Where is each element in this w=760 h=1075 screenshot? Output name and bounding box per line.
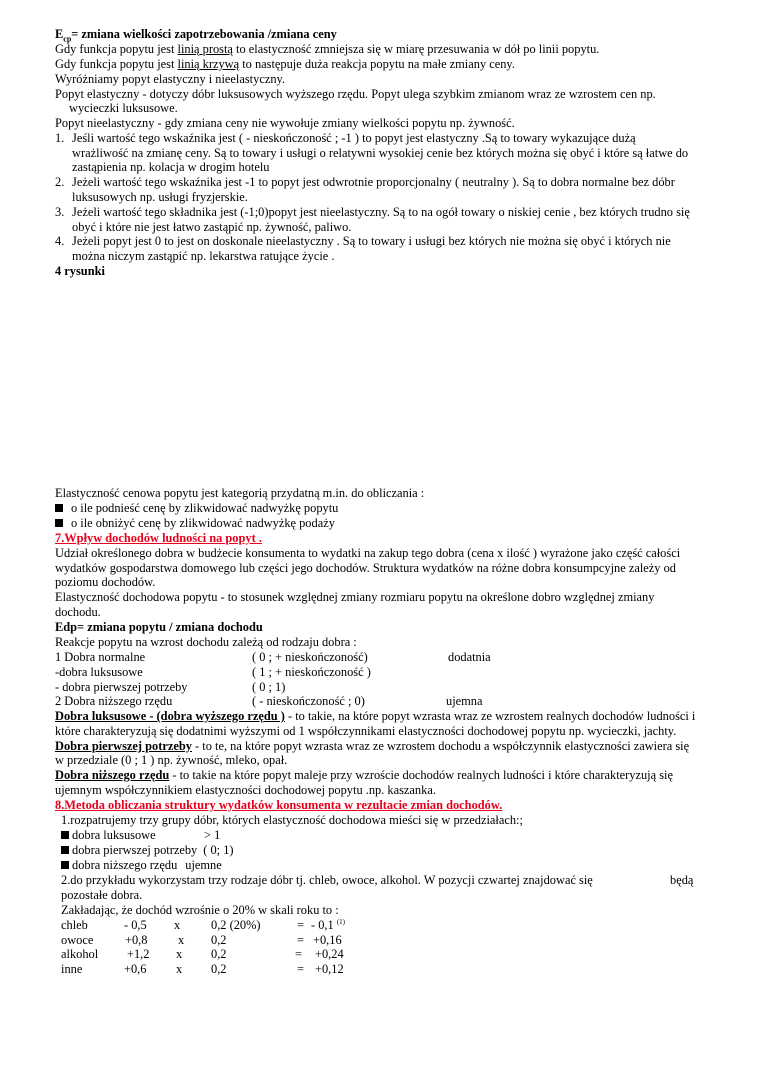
goods-sign: dodatnia [448, 650, 491, 664]
calc-income-change: 0,2 (20%) [211, 918, 261, 932]
bullet-item: dobra niższego rzędu ujemne [61, 858, 222, 873]
list-item-num: 4. [55, 234, 65, 248]
list-item-line: Jeśli wartość tego wskaźnika jest ( - nieskończoność ; -1 ) to popyt jest elastyczny .Są to towary wykazujące dużą [72, 131, 636, 145]
calc-equals: = [297, 918, 304, 932]
paragraph-curve-line: Gdy funkcja popytu jest linią krzywą to następuje duża reakcja popytu na małe zmiany ceny. [55, 57, 515, 71]
method-assumption: Zakładając, że dochód wzrośnie o 20% w skali roku to : [61, 903, 339, 917]
list-item-num: 3. [55, 205, 65, 219]
section-heading-8: 8.Metoda obliczania struktury wydatków konsumenta w rezultacie zmian dochodów. [55, 798, 503, 812]
method-step-2-l1: 2.do przykładu wykorzystam trzy rodzaje dóbr tj. chleb, owoce, alkohol. W pozycji czwartej znajdować się [61, 873, 593, 887]
goods-range: ( 1 ; + nieskończoność ) [252, 665, 371, 679]
square-bullet-icon [55, 504, 63, 512]
goods-sign: ujemna [446, 694, 483, 708]
method-step-2-tail: będą [670, 873, 694, 887]
list-item-line: wrażliwość na zmianę ceny. Są to towary i usługi o relatywni wysokiej cenie bez których można się obyć i które są łatwe do [72, 146, 689, 160]
calc-result: - 0,1 $^{(1)}$ [311, 917, 345, 932]
calc-times: x [176, 947, 183, 961]
goods-range: ( 0 ; 1) [252, 680, 286, 694]
goods-range: ( 0 ; + nieskończoność) [252, 650, 368, 664]
calc-times: x [176, 962, 183, 976]
list-item-line: obyć i które nie jest łatwo zastąpić np. żywność, paliwo. [72, 220, 352, 234]
calc-good: chleb [61, 918, 88, 932]
calc-equals: = [297, 962, 304, 976]
goods-type: 2 Dobra niższego rzędu [55, 694, 173, 708]
paragraph-elastic-l1: Popyt elastyczny - dotyczy dóbr luksusowych wyższego rzędu. Popyt ulega szybkim zmianom wraz ze wzrostem cen np. [55, 87, 656, 101]
list-item-line: zastąpienia np. kolacja w drogim hotelu [72, 160, 270, 174]
calc-result: +0,16 [313, 933, 342, 947]
calc-income-change: 0,2 [211, 947, 227, 961]
paragraph-income-elasticity-l2: dochodu. [55, 605, 101, 619]
definition-luxury-l1: Dobra luksusowe - (dobra wyższego rzędu ) - to takie, na które popyt wzrasta wraz ze wzrostem realnych dochodów ludności i [55, 709, 696, 723]
paragraph-budget-l2: wydatków gospodarstwa domowego lub części jego dochodów. Struktura wydatków na różne dobra konsumpcyjne zależy od [55, 561, 676, 575]
section-heading-7: 7.Wpływ dochodów ludności na popyt . [55, 531, 262, 545]
paragraph-budget-l1: Udział określonego dobra w budżecie konsumenta to wydatki na zakup tego dobra (cena x ilość ) wyrażone jako część całości [55, 546, 681, 560]
paragraph-straight-line: Gdy funkcja popytu jest linią prostą to elastyczność zmniejsza się w miarę przesuwania w dół po linii popytu. [55, 42, 600, 56]
goods-type: 1 Dobra normalne [55, 650, 146, 664]
bullet-value: > 1 [204, 828, 221, 842]
definition-necessity-l2: w przedziale (0 ; 1 ) np. żywność, mleko, opał. [55, 753, 288, 767]
list-item-line: Jeżeli wartość tego składnika jest (-1;0)popyt jest nieelastyczny. Są to na ogół towary o niskiej cenie , bez których trudno się [72, 205, 690, 219]
bullet-item: dobra luksusowe [61, 828, 156, 843]
method-step-1: 1.rozpatrujemy trzy grupy dóbr, których elastyczność dochodowa mieści się w przedziałach:; [61, 813, 523, 827]
method-step-2-l2: pozostałe dobra. [61, 888, 143, 902]
goods-type: - dobra pierwszej potrzeby [55, 680, 188, 694]
bullet-item: dobra pierwszej potrzeby ( 0; 1) [61, 843, 234, 858]
calc-income-change: 0,2 [211, 962, 227, 976]
figures-placeholder-label: 4 rysunki [55, 264, 105, 278]
list-item-line: luksusowych np. usługi fryzjerskie. [72, 190, 248, 204]
calc-elasticity: +1,2 [127, 947, 150, 961]
paragraph-inelastic: Popyt nieelastyczny - gdy zmiana ceny nie wywołuje zmiany wielkości popytu np. żywność. [55, 116, 515, 130]
calc-elasticity: +0,6 [124, 962, 147, 976]
definition-luxury-l2: które charakteryzują się dodatnimi wyższymi od 1 współczynnikami elastyczności dochodowej popytu np. wycieczki, jachty. [55, 724, 677, 738]
goods-range: ( - nieskończoność ; 0) [252, 694, 365, 708]
calc-equals: = [297, 933, 304, 947]
goods-type: -dobra luksusowe [55, 665, 143, 679]
list-item-num: 2. [55, 175, 65, 189]
formula-income-elasticity: Edp= zmiana popytu / zmiana dochodu [55, 620, 263, 634]
calc-income-change: 0,2 [211, 933, 227, 947]
square-bullet-icon [55, 519, 63, 527]
calc-result: +0,12 [315, 962, 344, 976]
list-item-line: Jeżeli popyt jest 0 to jest on doskonale nieelastyczny . Są to towary i usługi bez których nie można się obyć i których nie [72, 234, 671, 248]
bullet-item: o ile podnieść cenę by zlikwidować nadwyżkę popytu [55, 501, 338, 516]
calc-result: +0,24 [315, 947, 344, 961]
square-bullet-icon [61, 861, 69, 869]
calc-good: inne [61, 962, 83, 976]
square-bullet-icon [61, 831, 69, 839]
paragraph-income-elasticity-l1: Elastyczność dochodowa popytu - to stosunek względnej zmiany rozmiaru popytu na określone dobro względnej zmiany [55, 590, 655, 604]
calc-times: x [178, 933, 185, 947]
elasticity-usage-intro: Elastyczność cenowa popytu jest kategorią przydatną m.in. do obliczania : [55, 486, 425, 500]
list-item-line: można niczym zastąpić np. lekarstwa ratujące życie . [72, 249, 335, 263]
paragraph-elastic-l2: wycieczki luksusowe. [69, 101, 178, 115]
paragraph-reactions: Reakcje popytu na wzrost dochodu zależą od rodzaju dobra : [55, 635, 357, 649]
calc-equals: = [295, 947, 302, 961]
definition-necessity-l1: Dobra pierwszej potrzeby - to te, na które popyt wzrasta wraz ze wzrostem dochodu a współczynnik elastyczności zawiera się [55, 739, 690, 753]
definition-inferior-l2: ujemnym współczynnikiem elastyczności dochodowej popytu .np. kaszanka. [55, 783, 436, 797]
calc-times: x [174, 918, 181, 932]
bullet-item: o ile obniżyć cenę by zlikwidować nadwyżkę podaży [55, 516, 335, 531]
paragraph-types: Wyróżniamy popyt elastyczny i nieelastyczny. [55, 72, 286, 86]
calc-good: owoce [61, 933, 94, 947]
calc-elasticity: +0,8 [125, 933, 148, 947]
list-item-line: Jeżeli wartość tego wskaźnika jest -1 to popyt jest odwrotnie proporcjonalny ( neutralny ). Są to dobra normalne bez dóbr [72, 175, 675, 189]
definition-inferior-l1: Dobra niższego rzędu - to takie na które popyt maleje przy wzroście dochodów realnych ludności i które charakteryzują się [55, 768, 673, 782]
list-item-num: 1. [55, 131, 65, 145]
calc-elasticity: - 0,5 [124, 918, 147, 932]
paragraph-budget-l3: poziomu dochodów. [55, 575, 156, 589]
formula-elasticity: $E_{cp}=$ zmiana wielkości zapotrzebowania /zmiana ceny [55, 27, 337, 44]
square-bullet-icon [61, 846, 69, 854]
calc-good: alkohol [61, 947, 99, 961]
